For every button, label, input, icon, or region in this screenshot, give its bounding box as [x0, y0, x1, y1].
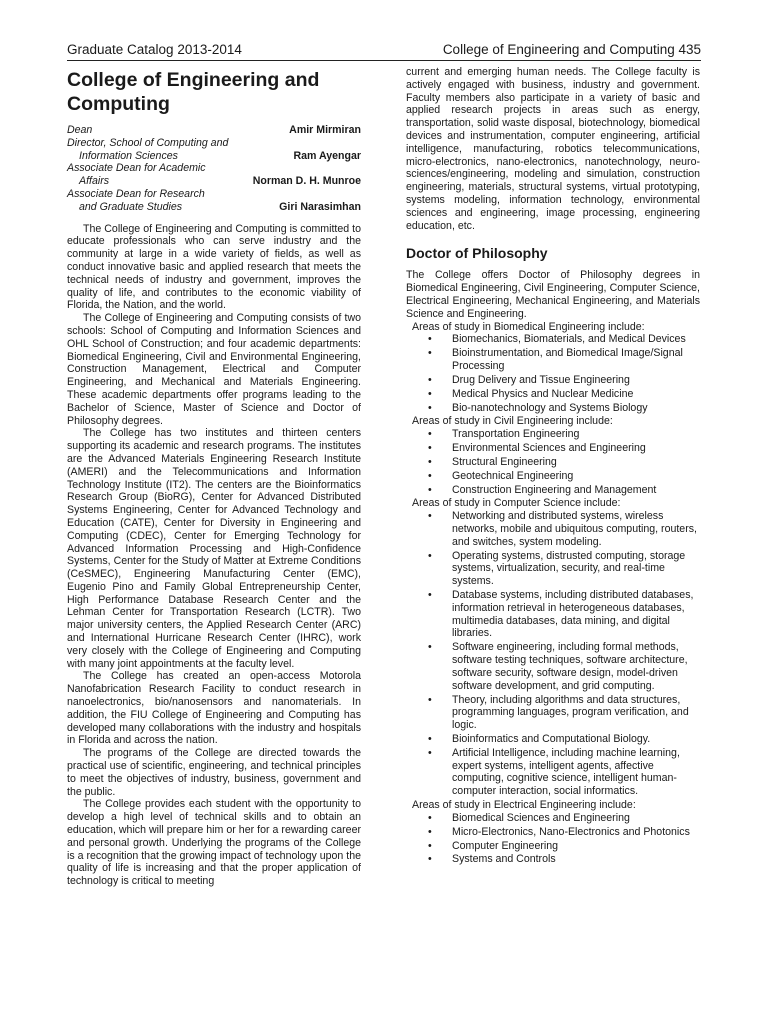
roster-row	[67, 137, 361, 163]
list-item: • Medical Physics and Nuclear Medicine	[406, 388, 700, 401]
list-item: • Software engineering, including formal methods, software testing techniques, software architecture, software security, software design, model-driven software development, and grid computing.	[406, 641, 700, 692]
list-item: • Systems and Controls	[406, 853, 700, 866]
body-paragraph: The programs of the College are directed towards the practical use of scientific, engineering, and technical principles to meet the objectives of industry, business, government and the public.	[67, 747, 361, 798]
section-heading-phd: Doctor of Philosophy	[406, 245, 548, 262]
list-item: • Micro-Electronics, Nano-Electronics and Photonics	[406, 826, 700, 839]
continued-paragraph: current and emerging human needs. The College faculty is actively engaged with business, industry and government. Faculty members also participate in a variety of basic and applied research projects in areas such as energy, transportation, solid waste disposal, biotechnology, biomedical devices and instrumentation, computer engineering, artificial intelligence, manufacturing, robotics telecommunications, micro-electronics, nano-electronics, nanotechnology, neuro-sciences/engineering, modeling and simulation, construction engineering, materials, structural systems, virtual prototyping, systems modeling, information technology, environmental sciences and engineering, image processing, engineering education, etc.	[406, 66, 700, 232]
area-list	[406, 333, 700, 414]
roster-role: Associate Dean for Academic Affairs	[67, 162, 206, 188]
body-paragraph: The College provides each student with the opportunity to develop a high level of technical skills and to obtain an education, which will prepare him or her for a rewarding career and personal growth. Underlying the programs of the College is a recognition that the growing impact of technology upon the quality of life is increasing and that the proper application of technology is critical to meeting	[67, 798, 361, 888]
list-item: • Computer Engineering	[406, 840, 700, 853]
area-heading: Areas of study in Electrical Engineering include:	[412, 799, 636, 812]
running-header	[67, 42, 701, 60]
body-paragraph: The College of Engineering and Computing consists of two schools: School of Computing and Information Sciences and OHL School of Construction; and four academic departments: Biomedical Engineering, Civil and Environmental Engineering, Construction Management, Electrical and Computer Engineering, and Mechanical and Materials Engineering. These academic departments offer programs leading to the Bachelor of Science, Master of Science and Doctor of Philosophy degrees.	[67, 312, 361, 427]
list-item: • Database systems, including distributed databases, information retrieval in heterogeneous databases, multimedia databases, data mining, and digital libraries.	[406, 589, 700, 640]
area-list	[406, 510, 700, 798]
roster-row	[67, 124, 361, 137]
list-item: • Bioinformatics and Computational Biology.	[406, 733, 700, 746]
phd-intro: The College offers Doctor of Philosophy degrees in Biomedical Engineering, Civil Engineering, Computer Science, Electrical Engineering, Mechanical Engineering, and Materials Science and Engineering.	[406, 269, 700, 320]
list-item: • Artificial Intelligence, including machine learning, expert systems, intelligent agents, affective computing, cognitive science, intelligent human-computer interaction, social informatics.	[406, 747, 700, 798]
title-line-2: Computing	[67, 93, 170, 115]
area-civil	[406, 415, 700, 496]
header-catalog-title: Graduate Catalog 2013-2014	[67, 42, 242, 57]
list-item: • Biomechanics, Biomaterials, and Medical Devices	[406, 333, 700, 346]
roster-role: Director, School of Computing and Information Sciences	[67, 136, 229, 162]
header-section-page: College of Engineering and Computing 435	[442, 42, 701, 57]
leadership-roster	[67, 124, 361, 214]
body-paragraph: The College has created an open-access Motorola Nanofabrication Research Facility to conduct research in nanoelectronics, bio/nanosensors and nanomaterials. In addition, the FIU College of Engineering and Computing has developed many collaborations with the industry and hospitals in Florida and across the nation.	[67, 670, 361, 747]
area-heading: Areas of study in Civil Engineering include:	[412, 415, 613, 428]
page-title	[67, 68, 361, 116]
list-item: • Transportation Engineering	[406, 428, 700, 441]
roster-row	[67, 162, 361, 188]
area-biomedical	[406, 321, 700, 415]
roster-row	[67, 188, 361, 214]
roster-name: Ram Ayengar	[293, 149, 361, 162]
list-item: • Construction Engineering and Management	[406, 484, 700, 497]
list-item: • Networking and distributed systems, wireless networks, mobile and ubiquitous computing, routers, and switches, system modeling.	[406, 510, 700, 548]
area-list	[406, 812, 700, 866]
right-column	[406, 66, 700, 867]
header-rule	[67, 60, 701, 61]
left-column	[67, 66, 361, 888]
list-item: • Environmental Sciences and Engineering	[406, 442, 700, 455]
roster-name: Giri Narasimhan	[279, 200, 361, 213]
area-computer-science	[406, 497, 700, 798]
area-heading: Areas of study in Computer Science include:	[412, 497, 621, 510]
area-electrical	[406, 799, 700, 866]
roster-role: Dean	[67, 124, 93, 136]
body-paragraph: The College of Engineering and Computing is committed to educate professionals who can serve industry and the community at large in a wide variety of fields, as well as conduct innovative basic and applied research that meets the technical needs of industry and government, improves the quality of life, and contributes to the economic viability of Florida, the Nation, and the world.	[67, 222, 361, 312]
list-item: • Drug Delivery and Tissue Engineering	[406, 374, 700, 387]
list-item: • Theory, including algorithms and data structures, programming languages, program verification, and logic.	[406, 694, 700, 732]
area-heading: Areas of study in Biomedical Engineering include:	[412, 320, 645, 333]
title-line-1: College of Engineering and	[67, 69, 320, 91]
list-item: • Geotechnical Engineering	[406, 470, 700, 483]
roster-name: Amir Mirmiran	[289, 124, 361, 136]
list-item: • Structural Engineering	[406, 456, 700, 469]
body-paragraph: The College has two institutes and thirteen centers supporting its academic and research programs. The institutes are the Advanced Materials Engineering Research Institute (AMERI) and the Telecommunications and Information Technology Institute (IT2). The centers are the Bioinformatics Research Group (BioRG), Center for Advanced Distributed Systems Engineering, Center for Advanced Technology and Education (CATE), Center for Diversity in Engineering and Computing (CDEC), Center for Emerging Technology for Advanced Information Processing and High-Confidence Systems, Center for the Study of Matter at Extreme Conditions (CeSMEC), Engineering Manufacturing Center (EMC), Eugenio Pino and Family Global Entrepreneurship Center, High Performance Database Research Center and the Lehman Center for Transportation Research (LCTR). Two major university centers, the Applied Research Center (ARC) and International Hurricane Research Center (IHRC), work very closely with the College of Engineering and Computing with many joint appointments at the faculty level.	[67, 427, 361, 670]
roster-name: Norman D. H. Munroe	[252, 175, 361, 188]
roster-role: Associate Dean for Research and Graduate Studies	[67, 187, 205, 213]
list-item: • Bioinstrumentation, and Biomedical Image/Signal Processing	[406, 347, 700, 373]
list-item: • Operating systems, distrusted computing, storage systems, virtualization, security, and real-time systems.	[406, 550, 700, 588]
area-list	[406, 428, 700, 496]
list-item: • Bio-nanotechnology and Systems Biology	[406, 402, 700, 415]
list-item: • Biomedical Sciences and Engineering	[406, 812, 700, 825]
